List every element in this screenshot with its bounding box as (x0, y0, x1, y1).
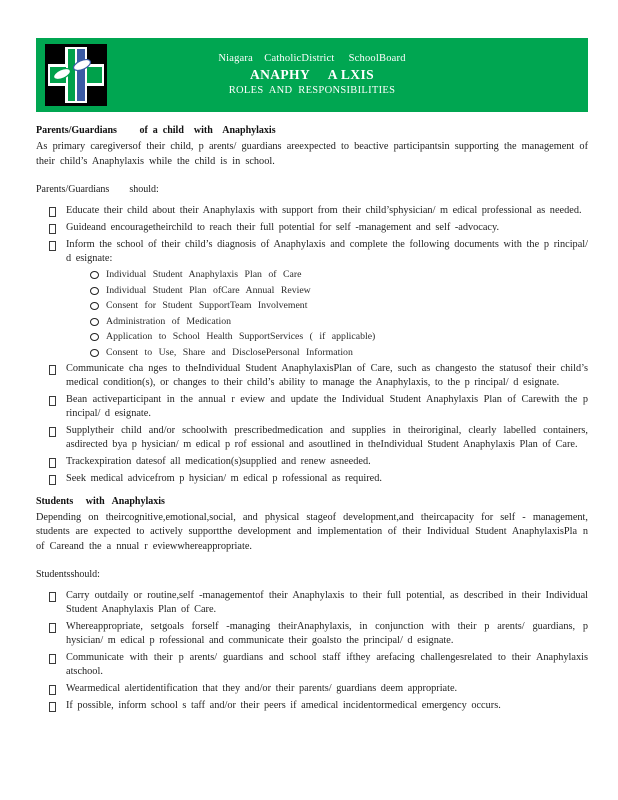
bullet-text: Guideand encouragetheirchild to reach their full potential for self -management and self -advocacy. (66, 222, 500, 233)
bullet-text: Communicate with their p arents/ guardians and school staff ifthey arefacing challengesrelated to their Anaphylaxis atschool. (66, 652, 588, 677)
board-name: Niagara CatholicDistrict SchoolBoard (218, 53, 406, 65)
list-item (66, 330, 588, 343)
bullet-text: Consent for Student SupportTeam Involvement (106, 300, 308, 311)
square-bullet-icon (49, 396, 56, 406)
banner-text-block (36, 38, 588, 112)
bullet-text: Communicate cha nges to theIndividual Student AnaphylaxisPlan of Care, such as changesto the statusof their child’s medical condition(s), or changes to their child’s ability to manage the Anaphylaxis, to the p rincipal/ d esignate. (66, 362, 588, 388)
list-item (36, 699, 588, 713)
bullet-text: Whereappropriate, setgoals forself -managing theirAnaphylaxis, in conjunction with their p arents/ guardians, p hysician/ m edical p rofessional and communicate their goalsto the principal/ d esignate. (66, 621, 588, 646)
bullet-text: Educate their child about their Anaphylaxis with support from their child’sphysician/ m edical professional as needed. (66, 205, 582, 216)
bullet-text: Seek medical advicefrom p hysician/ m edical p rofessional as required. (66, 472, 382, 484)
bullet-text: Inform the school of their child’s diagnosis of Anaphylaxis and complete the following documents with the p rincipal/ d esignate: (66, 239, 588, 264)
list-item (36, 589, 588, 617)
document-title: ANAPHY A LXIS (249, 66, 375, 82)
list-item (36, 651, 588, 679)
students-intro-paragraph: Depending on theircognitive,emotional,social, and physical stageof development,and theircapacity for self - management, students are expected to actively supportthe development and implementation of their Individual Student AnaphylaxisPla n of Careand the a nnual r eviewwhereappropriate. (36, 511, 588, 552)
circle-bullet-icon (90, 349, 99, 357)
list-item (36, 362, 588, 390)
square-bullet-icon (49, 207, 56, 217)
parents-lead-line: Parents/Guardians should: (36, 184, 159, 195)
circle-bullet-icon (90, 333, 99, 341)
header-banner (36, 38, 588, 112)
square-bullet-icon (49, 702, 56, 712)
square-bullet-icon (49, 475, 56, 485)
bullet-text: Bean activeparticipant in the annual r eview and update the Individual Student Anaphylaxis Plan of Carewith the p rincipal/ d esignate. (66, 393, 588, 419)
circle-bullet-icon (90, 271, 99, 279)
list-item (36, 620, 588, 648)
list-item (36, 393, 588, 421)
care-documents-sublist (66, 268, 588, 359)
section-heading-students: Students with Anaphylaxis (36, 495, 165, 507)
square-bullet-icon (49, 427, 56, 437)
list-item (36, 238, 588, 359)
square-bullet-icon (49, 623, 56, 633)
list-item (66, 299, 588, 312)
bullet-text: Supplytheir child and/or schoolwith prescribedmedication and supplies in theiroriginal, clearly labelled containers, asdirected bya p hysician/ m edical p rof essional and asoutlined in theIndividual Student Anaphylaxis Plan of Care. (66, 424, 588, 450)
circle-bullet-icon (90, 302, 99, 310)
list-item (66, 346, 588, 359)
parents-bullet-list (36, 204, 588, 486)
bullet-text: Wearmedical alertidentification that they and/or their parents/ guardians deem appropriate. (66, 683, 458, 694)
students-bullet-list (36, 589, 588, 713)
document-subtitle: ROLES AND RESPONSIBILITIES (228, 85, 396, 97)
list-item (36, 455, 588, 469)
list-item (36, 682, 588, 696)
list-item (66, 315, 588, 328)
circle-bullet-icon (90, 318, 99, 326)
students-lead-line: Studentsshould: (36, 569, 100, 580)
bullet-text: Trackexpiration datesof all medication(s)supplied and renew asneeded. (66, 455, 371, 467)
list-item (36, 204, 588, 218)
bullet-text: Consent to Use, Share and DisclosePersonal Information (106, 346, 353, 358)
bullet-text: Administration of Medication (106, 315, 231, 327)
square-bullet-icon (49, 458, 56, 468)
bullet-text: Individual Student Plan ofCare Annual Review (106, 284, 311, 296)
square-bullet-icon (49, 592, 56, 602)
square-bullet-icon (49, 224, 56, 234)
square-bullet-icon (49, 241, 56, 251)
list-item (36, 221, 588, 235)
list-item (66, 268, 588, 281)
list-item (36, 424, 588, 452)
bullet-text: Application to School Health SupportServices ( if applicable) (106, 331, 376, 342)
square-bullet-icon (49, 365, 56, 375)
bullet-text: Individual Student Anaphylaxis Plan of Care (106, 269, 302, 280)
bullet-text: If possible, inform school s taff and/or their peers if amedical incidentormedical emergency occurs. (66, 700, 501, 711)
document-body (36, 124, 588, 722)
circle-bullet-icon (90, 287, 99, 295)
section-heading-parents: Parents/Guardians of a child with Anaphylaxis (36, 125, 276, 136)
bullet-text: Carry outdaily or routine,self -managementof their Anaphylaxis to their full potential, as described in their Individual Student Anaphylaxis Plan of Care. (66, 590, 588, 615)
list-item (36, 472, 588, 486)
list-item (66, 284, 588, 297)
parents-intro-paragraph: As primary caregiversof their child, p arents/ guardians areexpected to beactive participantsin supporting the management of their child’s Anaphylaxis while the child is in school. (36, 141, 588, 167)
square-bullet-icon (49, 654, 56, 664)
square-bullet-icon (49, 685, 56, 695)
